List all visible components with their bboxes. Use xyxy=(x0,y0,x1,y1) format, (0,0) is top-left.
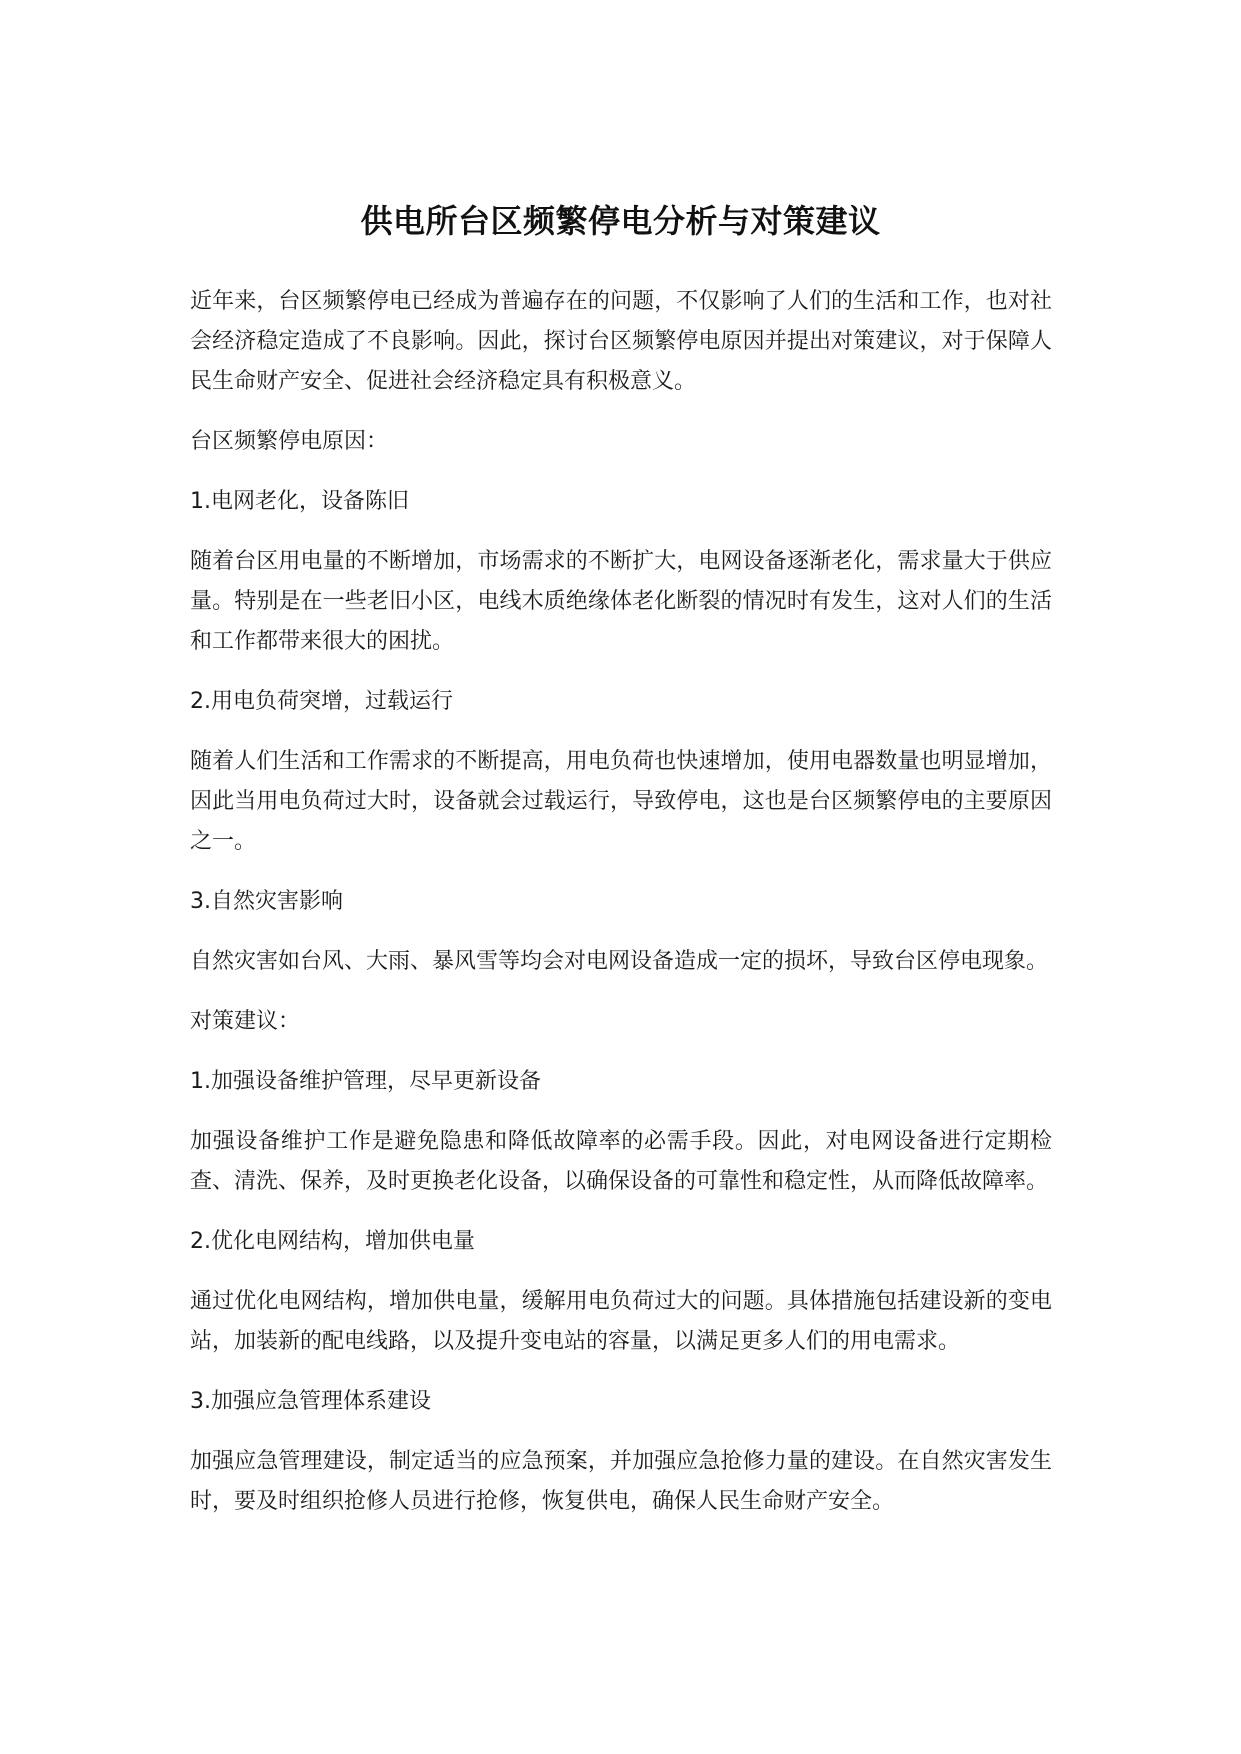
cause-1-paragraph: 随着台区用电量的不断增加，市场需求的不断扩大，电网设备逐渐老化，需求量大于供应量。特别是在一些老旧小区，电线木质绝缘体老化断裂的情况时有发生，这对人们的生活和工作都带来很大的困扰。 xyxy=(190,549,1052,654)
suggestion-2-heading: 2.优化电网结构，增加供电量 xyxy=(190,1229,475,1254)
suggestion-3-paragraph: 加强应急管理建设，制定适当的应急预案，并加强应急抢修力量的建设。在自然灾害发生时，要及时组织抢修人员进行抢修，恢复供电，确保人民生命财产安全。 xyxy=(190,1449,1052,1514)
section-heading-suggestions: 对策建议： xyxy=(190,1009,301,1034)
suggestion-1-heading: 1.加强设备维护管理，尽早更新设备 xyxy=(190,1069,541,1094)
suggestion-2-paragraph: 通过优化电网结构，增加供电量，缓解用电负荷过大的问题。具体措施包括建设新的变电站，加装新的配电线路，以及提升变电站的容量，以满足更多人们的用电需求。 xyxy=(190,1289,1052,1354)
suggestion-1-paragraph: 加强设备维护工作是避免隐患和降低故障率的必需手段。因此，对电网设备进行定期检查、清洗、保养，及时更换老化设备，以确保设备的可靠性和稳定性，从而降低故障率。 xyxy=(190,1129,1052,1194)
suggestion-3-heading: 3.加强应急管理体系建设 xyxy=(190,1389,431,1414)
cause-3-heading: 3.自然灾害影响 xyxy=(190,889,343,914)
cause-2-paragraph: 随着人们生活和工作需求的不断提高，用电负荷也快速增加，使用电器数量也明显增加，因此当用电负荷过大时，设备就会过载运行，导致停电，这也是台区频繁停电的主要原因之一。 xyxy=(190,749,1052,854)
intro-paragraph: 近年来，台区频繁停电已经成为普遍存在的问题，不仅影响了人们的生活和工作，也对社会经济稳定造成了不良影响。因此，探讨台区频繁停电原因并提出对策建议，对于保障人民生命财产安全、促进社会经济稳定具有积极意义。 xyxy=(190,289,1052,394)
section-heading-causes: 台区频繁停电原因： xyxy=(190,429,389,454)
cause-1-heading: 1.电网老化，设备陈旧 xyxy=(190,489,409,514)
document-body xyxy=(190,282,1052,1542)
cause-2-heading: 2.用电负荷突增，过载运行 xyxy=(190,689,453,714)
cause-3-paragraph: 自然灾害如台风、大雨、暴风雪等均会对电网设备造成一定的损坏，导致台区停电现象。 xyxy=(190,949,1049,974)
document-title: 供电所台区频繁停电分析与对策建议 xyxy=(360,202,881,241)
